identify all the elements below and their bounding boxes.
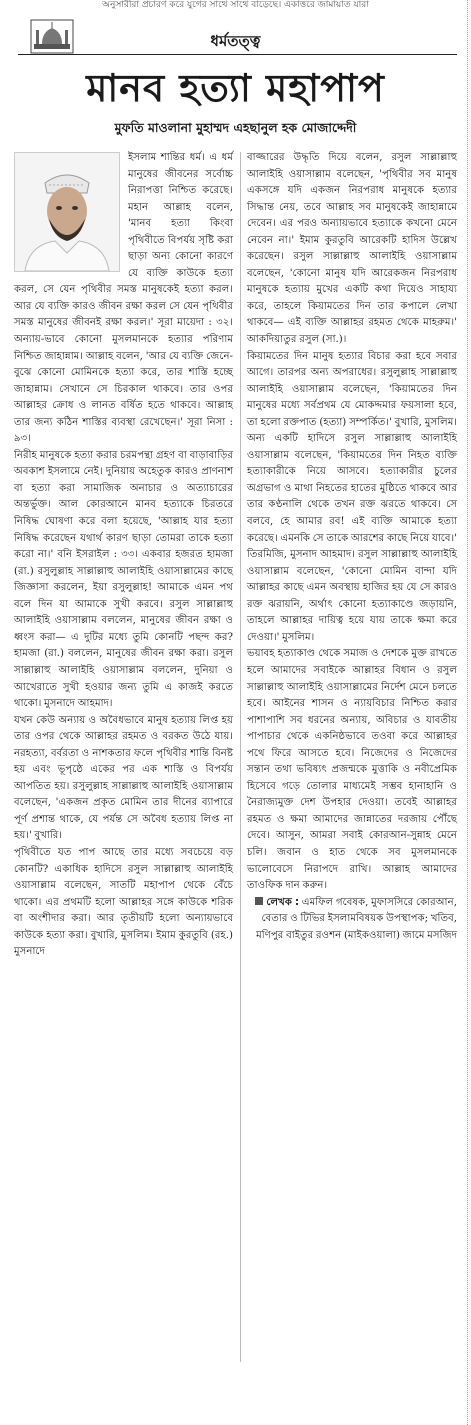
article-headline: মানব হত্যা মহাপাপ bbox=[86, 65, 385, 110]
paragraph-6: কিয়ামতের দিন মানুষ হত্যার বিচার করা হবে সবার আগে। তারপর অন্য অপরাধের। রসুলুল্লাহ সাল্লাল্লাহু আলাইহি ওয়াসাল্লাম বলেছেন, 'কিয়ামতের দিন মানুষের মধ্যে সর্বপ্রথম যে মোকদ্দমার ফয়সালা হবে, তা হলো রক্তপাত (হত্যা) সম্পর্কিত।' বুখারি, মুসলিম। অন্য একটি হাদিসে রসুল সাল্লাল্লাহু আলাইহি ওয়াসাল্লাম বলেছেন, 'কিয়ামতের দিন নিহত ব্যক্তি হত্যাকারীকে নিয়ে আসবে। হত্যাকারীর চুলের অগ্রভাগ ও মাথা নিহতের হাতের মুষ্ঠিতে থাকবে আর তার কণ্ঠনালি থেকে তখন রক্ত ঝরতে থাকবে। সে বলবে, হে আমার রব! এই ব্যক্তি আমাকে হত্যা করেছে। এমনকি সে তাকে আরশের কাছে নিয়ে যাবে।' তিরমিজি, মুসনাদ আহমাদ। রসুল সাল্লাল্লাহু আলাইহি ওয়াসাল্লাম বলেছেন, 'কোনো মোমিন বান্দা যদি আল্লাহর কাছে এমন অবস্থায় হাজির হয় যে সে কারও রক্ত ঝরায়নি, অর্থাৎ কোনো হত্যাকাণ্ডে জড়ায়নি, তাহলে আল্লাহর দায়িত্ব হয়ে যায় তাকে ক্ষমা করে দেওয়া।' মুসলিম। bbox=[247, 350, 457, 643]
page-edge-dotted-rule bbox=[467, 0, 468, 1425]
portrait-icon bbox=[15, 153, 119, 271]
column-divider bbox=[240, 152, 241, 1362]
paragraph-2: নিরীহ মানুষকে হত্যা করার চরমপন্থা গ্রহণ বা বাড়াবাড়ির অবকাশ ইসলামে নেই। দুনিয়ায় অহেতুক কারও প্রাণনাশ বা হত্যা করা সামাজিক অনাচার ও অত্যাচারের অন্তর্ভুক্ত। আল কোরআনে মানব হত্যাকে চিরতরে নিষিদ্ধ ঘোষণা করে বলা হয়েছে, 'আল্লাহ যার হত্যা নিষিদ্ধ করেছেন যথার্থ কারণ ছাড়া তোমরা তাকে হত্যা করো না।' বনি ইসরাইল : ৩৩। একবার হজরত হামজা (রা.) রসুলুল্লাহ সাল্লাল্লাহু আলাইহি ওয়াসাল্লামের কাছে জিজ্ঞাসা করলেন, ইয়া রসুলুল্লাহ! আমাকে এমন পথ বলে দিন যা আমাকে সুখী করবে। রসুল সাল্লাল্লাহু আলাইহি ওয়াসাল্লাম বললেন, মানুষের জীবন রক্ষা ও ধ্বংস করা— এ দুটির মধ্যে তুমি কোনটি পছন্দ কর? হামজা (রা.) বললেন, মানুষের জীবন রক্ষা করা। রসুল সাল্লাল্লাহু আলাইহি ওয়াসাল্লাম বললেন, দুনিয়া ও আখেরাতে সুখী হওয়ার জন্য তুমি এ কাজই করতে থাকো। মুসনাদে আহমাদ। bbox=[14, 449, 233, 710]
section-category: ধর্মতত্ত্ব bbox=[210, 32, 261, 50]
author-label: লেখক : bbox=[266, 896, 300, 908]
author-photo bbox=[14, 152, 120, 272]
right-column bbox=[247, 150, 457, 944]
paragraph-5: বাজ্জারের উদ্ধৃতি দিয়ে বলেন, রসুল সাল্লাল্লাহু আলাইহি ওয়াসাল্লাম বলেছেন, 'পৃথিবীর সব মানুষ একসঙ্গে যদি একজন নিরপরাধ মানুষকে হত্যার সিদ্ধান্ত নেয়, তবে আল্লাহ সব মানুষকেই জাহান্নামে দেবেন। এর পরও অন্যায়ভাবে হত্যাকে কখনো মেনে নেবেন না।' ইমাম কুরতুবি আরেকটি হাদিস উল্লেখ করেছেন। রসুল সাল্লাল্লাহু আলাইহি ওয়াসাল্লাম বলেছেন, 'কোনো মানুষ যদি আরেকজন নিরপরাধ মানুষকে হত্যায় মুখের একটি কথা দিয়েও সাহায্য করে, তাহলে কিয়ামতের দিন তার কপালে লেখা থাকবে— এই ব্যক্তি আল্লাহর রহমত থেকে মাহরুম।' আকদিয়াতুর রসুল (সা.)। bbox=[247, 152, 457, 346]
paragraph-3: যখন কেউ অন্যায় ও অবৈধভাবে মানুষ হত্যায় লিপ্ত হয় তার ওপর থেকে আল্লাহর রহমত ও বরকত উঠে যায়। নরহত্যা, বর্বরতা ও নাশকতার ফলে পৃথিবীর শান্তি বিনষ্ট হয় এবং ভূপৃষ্ঠে একের পর এক শাস্তি ও বিপর্যয় আপতিত হয়। রসুলুল্লাহ সাল্লাল্লাহু আলাইহি ওয়াসাল্লাম বলেছেন, 'একজন প্রকৃত মোমিন তার দীনের ব্যাপারে পূর্ণ প্রশান্ত থাকে, যে পর্যন্ত সে অবৈধ হত্যায় লিপ্ত না হয়।' বুখারি। bbox=[14, 714, 233, 842]
author-note bbox=[247, 895, 457, 945]
paragraph-1: ইসলাম শান্তির ধর্ম। এ ধর্ম মানুষের জীবনের সর্বোচ্চ নিরাপত্তা নিশ্চিত করেছে। মহান আল্লাহ বলেন, 'মানব হত্যা কিংবা পৃথিবীতে বিপর্যয় সৃষ্টি করা ছাড়া অন্য কোনো কারণে যে ব্যক্তি কাউকে হত্যা করল, সে যেন পৃথিবীর সমস্ত মানুষকেই হত্যা করল। আর যে ব্যক্তি কারও জীবন রক্ষা করল সে যেন পৃথিবীর সমস্ত মানুষের জীবনই রক্ষা করল।' সূরা মায়েদা : ৩২। অন্যায়-ভাবে কোনো মুসলমানকে হত্যার পরিণাম নিশ্চিত জাহান্নাম। আল্লাহ বলেন, 'আর যে ব্যক্তি জেনে-বুঝে কোনো মোমিনকে হত্যা করে, তার শাস্তি হচ্ছে জাহান্নাম। সেখানে সে চিরকাল থাকবে। তার ওপর আল্লাহর ক্রোধ ও লানত বর্ষিত হতে থাকবে। আল্লাহ তার জন্য কঠিন শাস্তির ব্যবস্থা রেখেছেন।' সূরা নিসা : ৯৩। bbox=[14, 152, 233, 445]
author-description: এমফিল গবেষক, মুফাসসিরে কোরআন, বেতার ও টিভির ইসলামবিষয়ক উপস্থাপক; খতিব, মণিপুর বাইতুর রওশন (মাইকওয়ালা) জামে মসজিদ bbox=[256, 896, 457, 941]
category-divider bbox=[18, 54, 457, 55]
previous-article-strip: অনুসারীরা প্রচারণ করে যুগের সাথে সাথে বাড়েছে। একাত্তরে জামায়াত যারা bbox=[102, 0, 369, 10]
square-bullet-icon bbox=[255, 897, 263, 905]
paragraph-4: পৃথিবীতে যত পাপ আছে তার মধ্যে সবচেয়ে বড় কোনটি? একাধিক হাদিসে রসুল সাল্লাল্লাহু আলাইহি ওয়াসাল্লাম বলেছেন, সাতটি মহাপাপ থেকে বেঁচে থাকো। এর প্রথমটি হলো আল্লাহর সঙ্গে কাউকে শরিক বা অংশীদার করা। আর তৃতীয়টি হলো অন্যায়ভাবে কাউকে হত্যা করা। বুখারি, মুসলিম। ইমাম কুরতুবি (রহ.) মুসনাদে bbox=[14, 846, 233, 958]
left-column bbox=[14, 150, 233, 961]
article-byline: মুফতি মাওলানা মুহাম্মদ এহছানুল হক মোজাদ্দেদী bbox=[114, 120, 357, 135]
paragraph-7: ভয়াবহ হত্যাকাণ্ড থেকে সমাজ ও দেশকে মুক্ত রাখতে হলে আমাদের সবাইকে আল্লাহর বিধান ও রসুল সাল্লাল্লাহু আলাইহি ওয়াসাল্লামের নির্দেশ মেনে চলতে হবে। আইনের শাসন ও ন্যায়বিচার নিশ্চিত করার পাশাপাশি সব ধরনের অন্যায়, অবিচার ও যাবতীয় পাপাচার থেকে একনিষ্ঠভাবে তওবা করে আল্লাহর পথে ফিরে আসতে হবে। নিজেদের ও নিজেদের সন্তান তথা ভবিষ্যৎ প্রজন্মকে মুত্তাকি ও নবীপ্রেমিক হিসেবে গড়ে তোলার মাধ্যমেই সম্ভব হানাহানি ও নৈরাজ্যমুক্ত দেশ উপহার দেওয়া। তবেই আল্লাহর রহমত ও ক্ষমা আমাদের জান্নাতের দরজায় পৌঁছে দেবে। আসুন, আমরা সবাই কোরআন-সুন্নাহ মেনে চলি। জবান ও হাত থেকে সব মুসলমানকে ভালোবেসে নিরাপদে রাখি। আল্লাহ আমাদের তাওফিক দান করুন। bbox=[247, 648, 457, 892]
